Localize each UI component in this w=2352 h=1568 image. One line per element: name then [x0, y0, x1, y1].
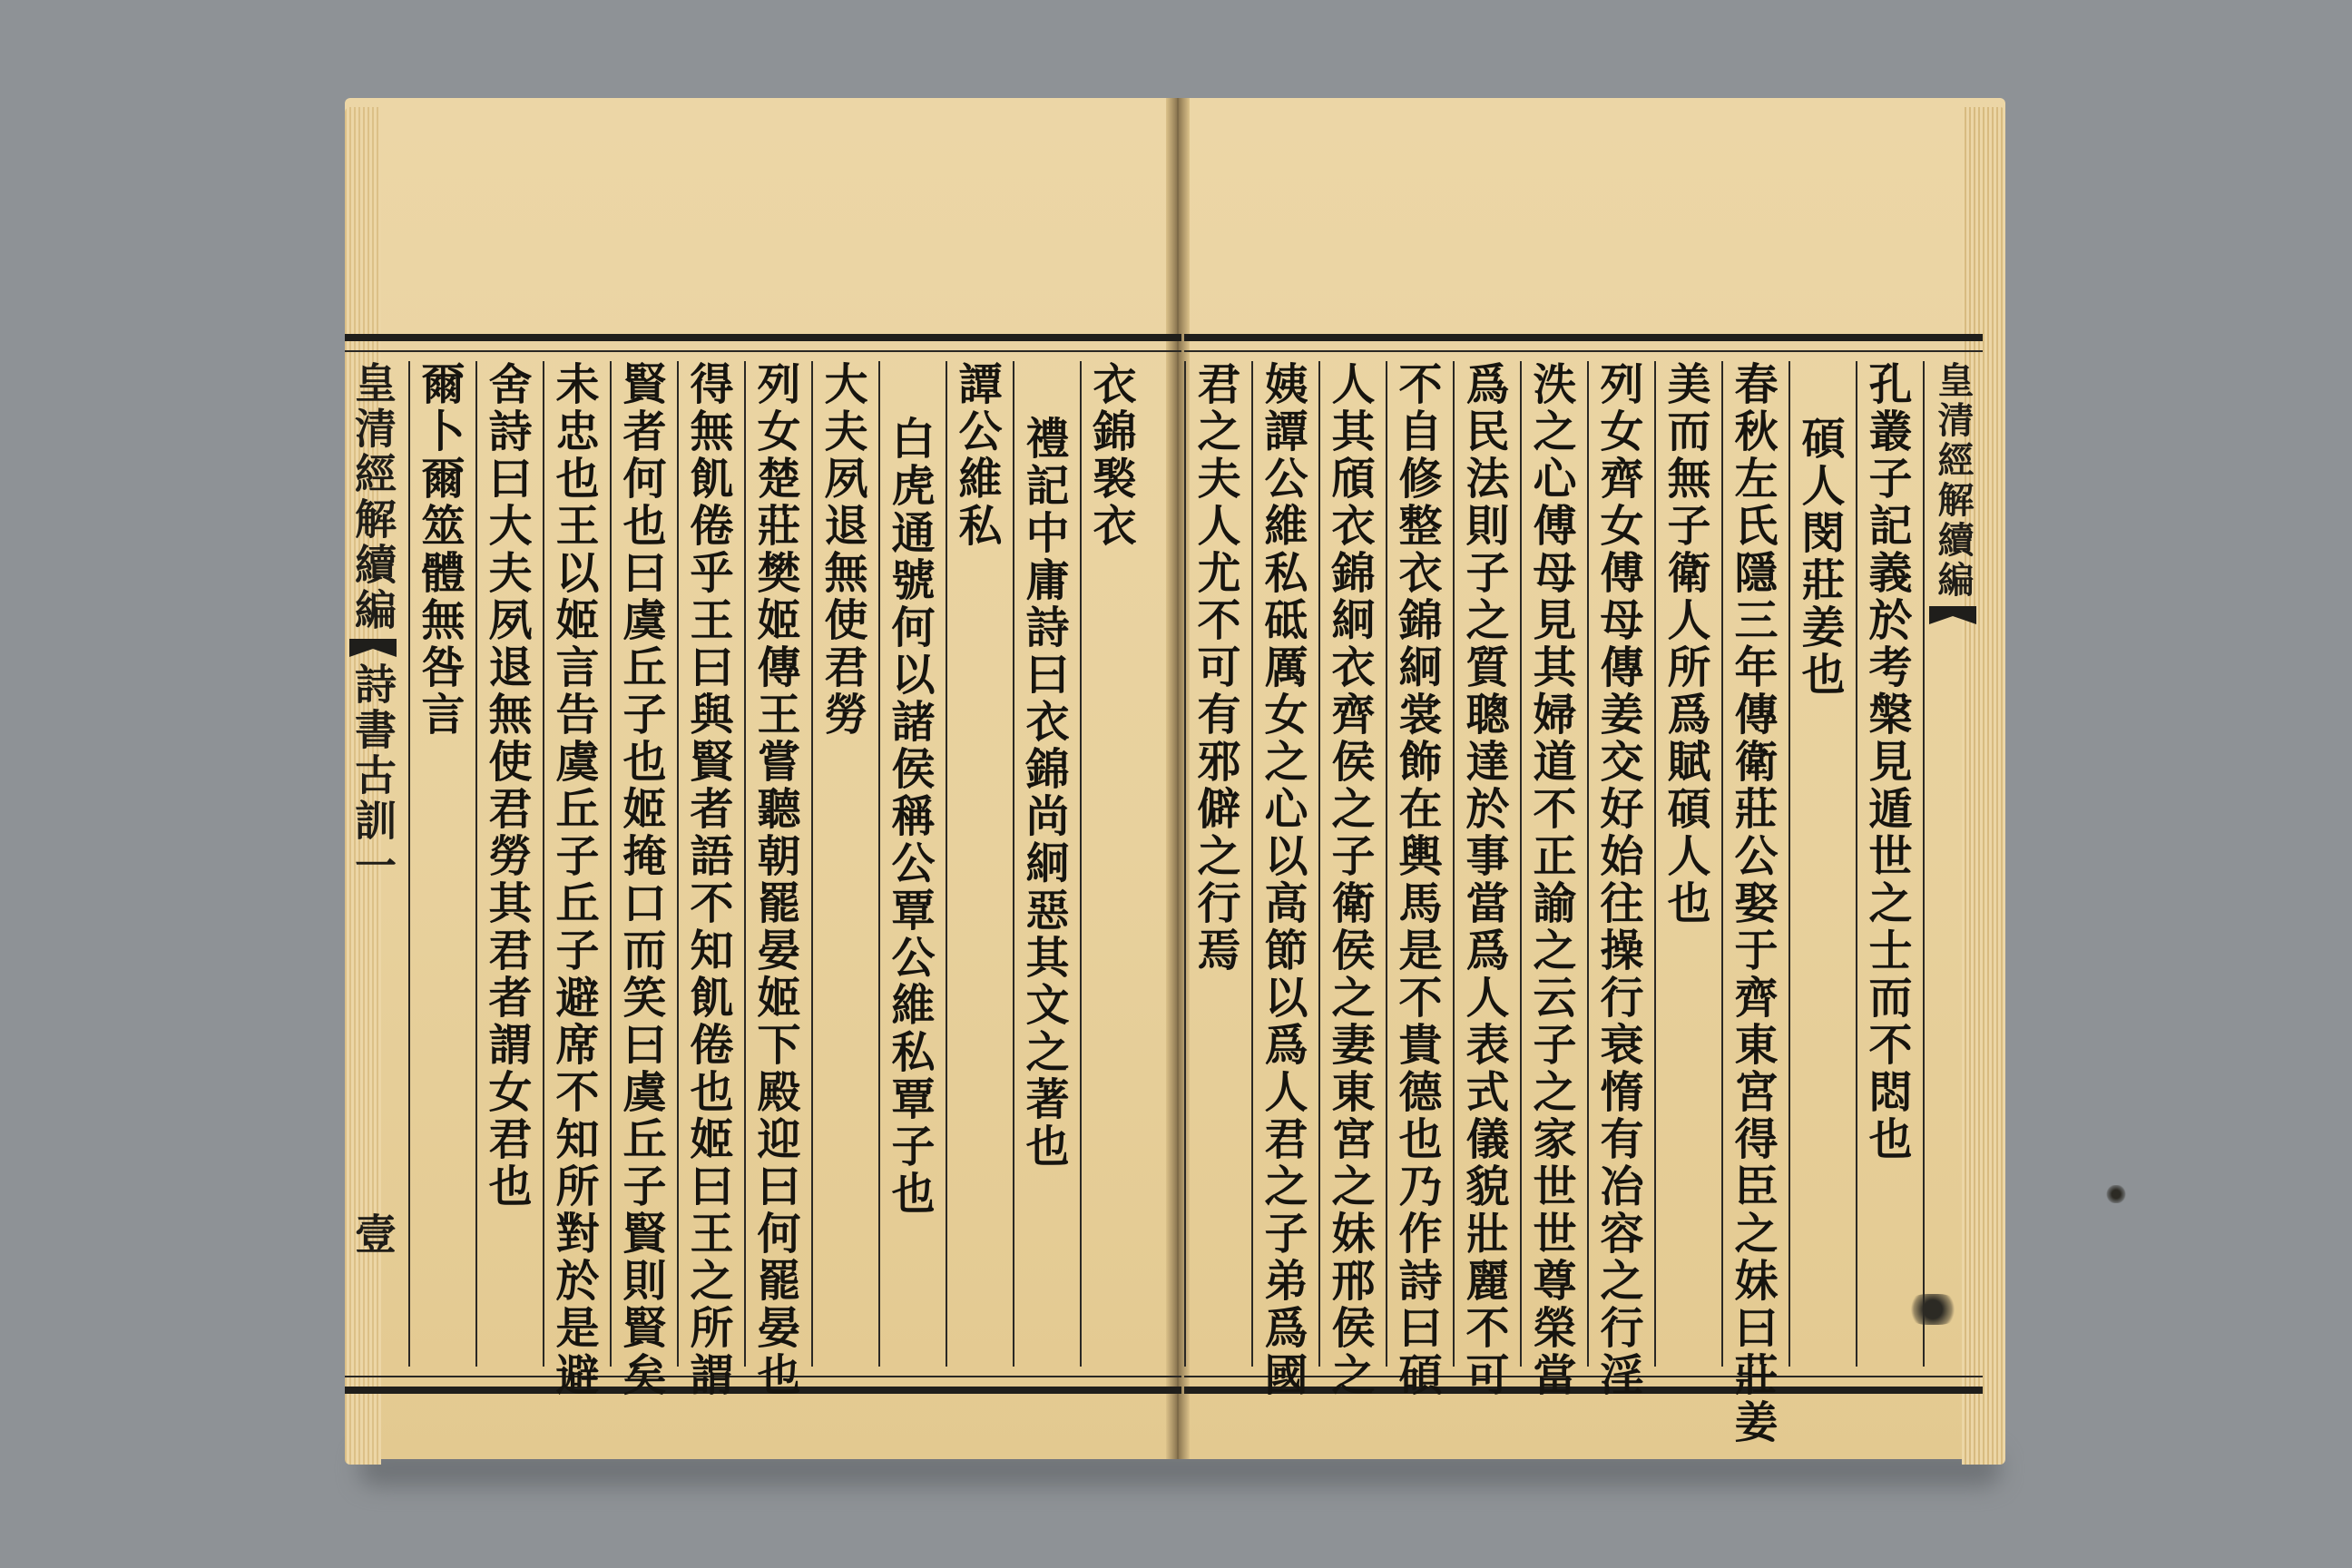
- text-column: 舍詩曰大夫夙退無使君勞其君者謂女君也: [475, 361, 535, 1367]
- ink-smudge: [1906, 1294, 1960, 1325]
- text-column: 譚公維私: [946, 361, 1005, 1367]
- text-column: 未忠也王以姬言告虞丘子丘子避席不知所對於是避: [543, 361, 603, 1367]
- text-column: 列女齊女傅母傳姜交好始往操行衰惰有冶容之行淫: [1587, 361, 1647, 1367]
- margin-title: 皇清經解續編: [1932, 361, 1975, 601]
- left-text-frame: [345, 334, 1181, 1399]
- text-column: 美而無子衛人所爲賦碩人也: [1654, 361, 1714, 1367]
- fishtail-mark: [1929, 606, 1976, 624]
- text-column: 人其頎衣錦絅衣齊侯之子衛侯之妻東宮之妹邢侯之: [1318, 361, 1378, 1367]
- right-margin-label: [1923, 361, 1981, 1367]
- margin-section: 詩書古訓一: [348, 662, 397, 889]
- open-book: [345, 91, 2005, 1470]
- text-column: 爲民法則子之質聰達於事當爲人表式儀貌壯麗不可: [1453, 361, 1513, 1367]
- margin-title: 皇清經解續編: [348, 361, 397, 633]
- text-column: 列女楚莊樊姬傳王嘗聽朝罷晏姬下殿迎曰何罷晏也: [744, 361, 804, 1367]
- text-column: 得無飢倦乎王曰與賢者語不知飢倦也姬曰王之所謂: [677, 361, 737, 1367]
- text-column: 碩人閔莊姜也: [1788, 361, 1848, 1367]
- text-column: 君之夫人尤不可有邪僻之行焉: [1184, 361, 1244, 1367]
- text-column: 大夫夙退無使君勞: [811, 361, 871, 1367]
- text-column: 孔叢子記義於考槃見遁世之士而不悶也: [1856, 361, 1916, 1367]
- text-column: 春秋左氏隱三年傳衛莊公娶于齊東宮得臣之妹曰莊姜: [1721, 361, 1781, 1367]
- ink-smudge: [2105, 1185, 2127, 1203]
- text-column: 爾卜爾筮體無咎言: [408, 361, 468, 1367]
- text-column: 衣錦褧衣: [1080, 361, 1140, 1367]
- text-column: 姨譚公維私砥厲女之心以高節以爲人君之子弟爲國: [1251, 361, 1311, 1367]
- text-column: 白虎通號何以諸侯稱公覃公維私覃子也: [878, 361, 938, 1367]
- page-number: 壹: [348, 1212, 397, 1258]
- right-text-frame: [1184, 334, 1983, 1446]
- text-column: 禮記中庸詩曰衣錦尚絅惡其文之著也: [1013, 361, 1073, 1367]
- text-column: 泆之心傅母見其婦道不正諭之云子之家世世尊榮當: [1520, 361, 1580, 1367]
- fishtail-mark: [349, 639, 397, 657]
- text-column: 不自修整衣錦絅裳飾在輿馬是不貴德也乃作詩曰碩: [1386, 361, 1446, 1367]
- left-margin-label: [345, 361, 401, 1367]
- text-column: 賢者何也曰虞丘子也姬掩口而笑曰虞丘子賢則賢矣: [610, 361, 670, 1367]
